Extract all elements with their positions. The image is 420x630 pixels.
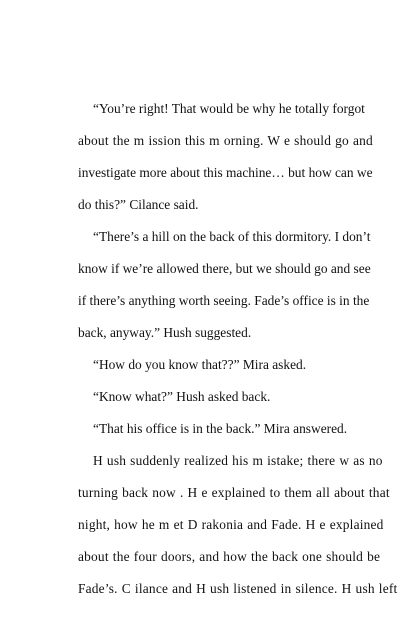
text-line: if there’s anything worth seeing. Fade’s office is in the [78, 293, 370, 308]
text-line: back, anyway.” Hush suggested. [78, 325, 252, 340]
text-line: “There’s a hill on the back of this dormitory. I don’t [93, 229, 371, 244]
text-line: about the four doors, and how the back one should be [78, 549, 381, 564]
text-line: investigate more about this machine… but how can we [78, 165, 373, 180]
text-line: night, how he m et D rakonia and Fade. H e explained [78, 517, 384, 532]
text-line: “Know what?” Hush asked back. [93, 389, 271, 404]
text-line: turning back now . H e explained to them all about that [78, 485, 390, 500]
text-line: Fade’s. C ilance and H ush listened in silence. H ush left [78, 581, 398, 596]
text-line: H ush suddenly realized his m istake; there w as no [93, 453, 383, 468]
text-line: “You’re right! That would be why he totally forgot [93, 101, 365, 116]
text-line: “How do you know that??” Mira asked. [93, 357, 307, 372]
text-line: know if we’re allowed there, but we should go and see [78, 261, 371, 276]
text-line: do this?” Cilance said. [78, 197, 199, 212]
text-line: about the m ission this m orning. W e should go and [78, 133, 373, 148]
text-line: “That his office is in the back.” Mira answered. [93, 421, 348, 436]
